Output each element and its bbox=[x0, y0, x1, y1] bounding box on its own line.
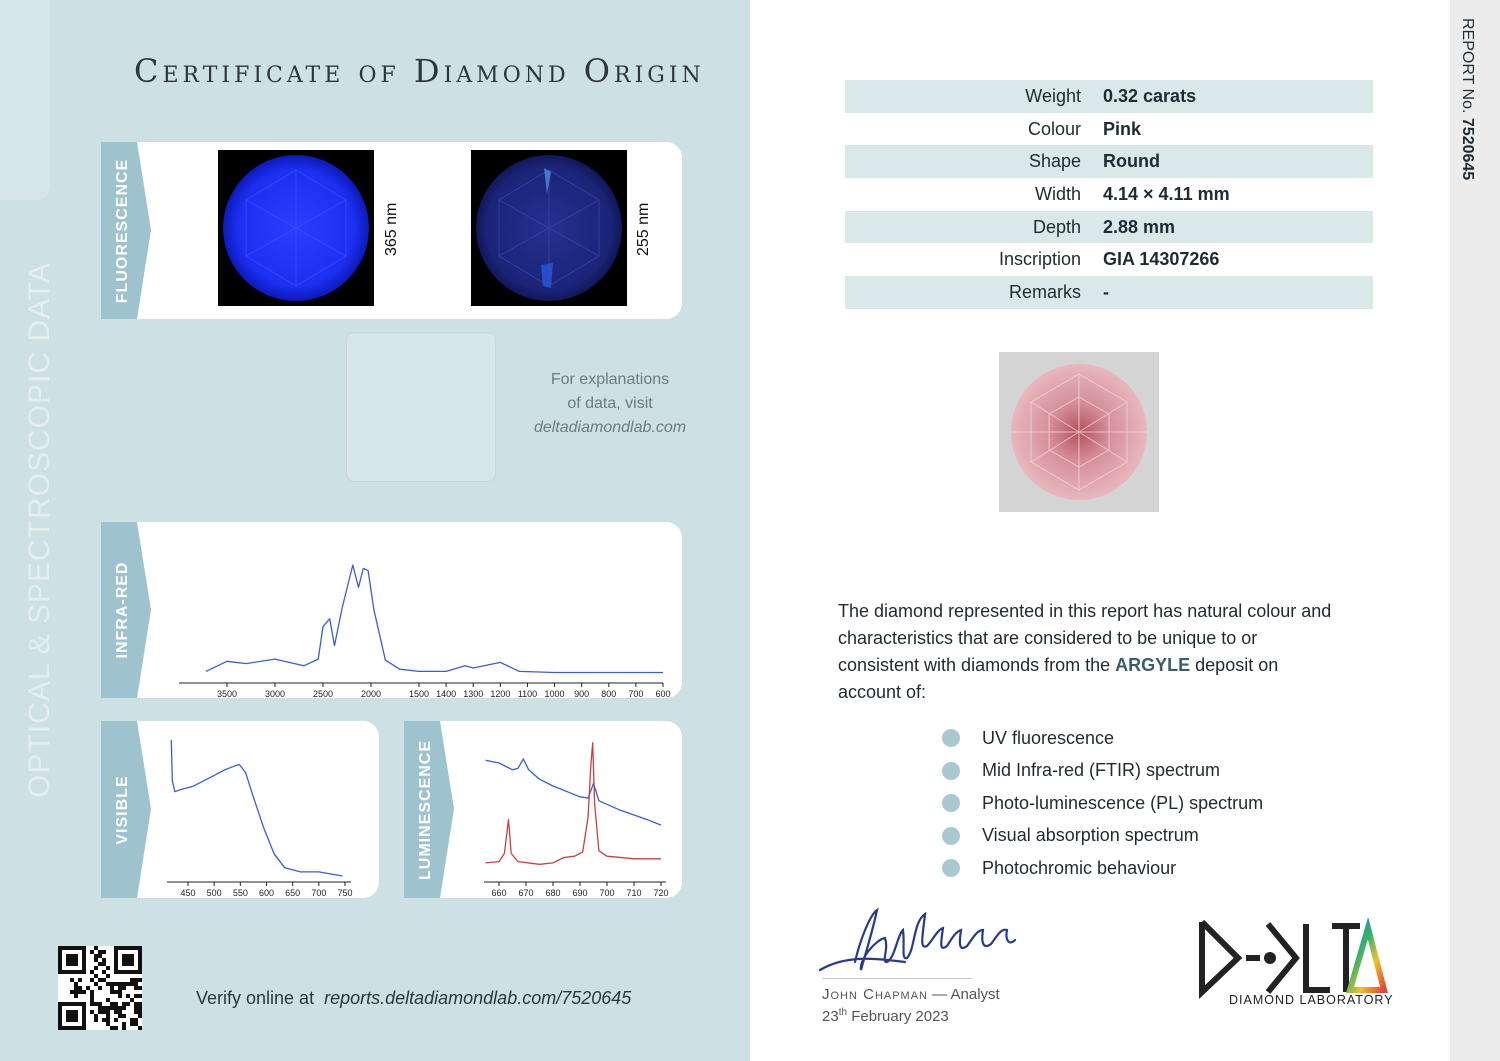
qr-module bbox=[78, 990, 82, 994]
wavelength-365-label: 365 nm bbox=[383, 202, 400, 256]
x-tick-label: 900 bbox=[574, 689, 590, 698]
qr-module bbox=[130, 1018, 134, 1022]
criteria-label: Mid Infra-red (FTIR) spectrum bbox=[982, 760, 1221, 781]
qr-module bbox=[114, 1018, 118, 1022]
qr-module bbox=[74, 994, 78, 998]
spec-row-shape bbox=[845, 145, 1373, 178]
specification-table bbox=[845, 80, 1373, 309]
qr-module bbox=[122, 1026, 126, 1030]
x-tick-label: 600 bbox=[655, 689, 671, 698]
qr-module bbox=[98, 1006, 102, 1010]
qr-module bbox=[126, 994, 130, 998]
x-tick-label: 660 bbox=[491, 888, 507, 898]
x-tick-label: 700 bbox=[599, 888, 615, 898]
qr-module bbox=[114, 1002, 118, 1006]
x-tick-label: 500 bbox=[206, 888, 222, 898]
qr-module bbox=[134, 1022, 138, 1026]
qr-module bbox=[78, 978, 82, 982]
fluorescence-tab bbox=[101, 142, 153, 319]
qr-module bbox=[78, 986, 82, 990]
spec-label: Width bbox=[1034, 183, 1081, 204]
spec-label: Shape bbox=[845, 145, 1103, 178]
qr-module bbox=[118, 982, 122, 986]
qr-module bbox=[94, 946, 98, 950]
infrared-label: INFRA-RED bbox=[114, 561, 131, 659]
qr-module bbox=[102, 1006, 106, 1010]
statement-text-after: deposit on account of: bbox=[838, 655, 1279, 702]
spec-row-width bbox=[845, 178, 1373, 211]
qr-module bbox=[110, 1006, 114, 1010]
qr-module bbox=[70, 990, 74, 994]
qr-module bbox=[110, 1002, 114, 1006]
criteria-list bbox=[942, 722, 1263, 885]
qr-module bbox=[118, 1014, 122, 1018]
logo-subtitle: DIAMOND LABORATORY bbox=[1229, 993, 1394, 1007]
qr-module bbox=[138, 1026, 142, 1030]
qr-module bbox=[138, 986, 142, 990]
date-suffix: th bbox=[838, 1007, 848, 1018]
qr-module bbox=[126, 982, 130, 986]
qr-module bbox=[102, 970, 106, 974]
spec-value: 0.32 carats bbox=[1103, 80, 1373, 113]
x-tick-label: 1000 bbox=[544, 689, 565, 698]
qr-module bbox=[138, 1014, 142, 1018]
explanation-line-1: For explanations bbox=[550, 371, 670, 388]
qr-module bbox=[134, 1018, 138, 1022]
criteria-label: Photo-luminescence (PL) spectrum bbox=[982, 792, 1264, 813]
qr-module bbox=[134, 982, 138, 986]
fluorescence-label: FLUORESCENCE bbox=[114, 158, 131, 303]
qr-finder-core bbox=[66, 954, 78, 966]
spec-value: 4.14 × 4.11 mm bbox=[1103, 183, 1230, 204]
x-tick-label: 700 bbox=[311, 888, 327, 898]
qr-module bbox=[106, 1022, 110, 1026]
luminescence-label: LUMINESCENCE bbox=[417, 739, 434, 880]
qr-finder-core bbox=[122, 954, 134, 966]
x-tick-label: 720 bbox=[653, 888, 669, 898]
analyst-credit bbox=[822, 986, 1000, 1003]
x-tick-label: 800 bbox=[601, 689, 617, 698]
qr-module bbox=[82, 990, 86, 994]
qr-module bbox=[130, 982, 134, 986]
qr-module bbox=[110, 990, 114, 994]
panel-tab bbox=[0, 0, 50, 200]
luminescence-spectrum-chart bbox=[404, 721, 682, 898]
x-tick-label: 550 bbox=[232, 888, 248, 898]
bullet-icon bbox=[942, 859, 960, 877]
spec-label: Inscription bbox=[998, 249, 1081, 270]
qr-module bbox=[74, 986, 78, 990]
qr-module bbox=[90, 950, 94, 954]
visible-spectrum-chart bbox=[101, 721, 379, 898]
qr-module bbox=[106, 1010, 110, 1014]
qr-module bbox=[106, 966, 110, 970]
qr-finder-core bbox=[66, 1010, 78, 1022]
x-tick-label: 1100 bbox=[517, 689, 538, 698]
qr-module bbox=[130, 1022, 134, 1026]
x-tick-label: 3000 bbox=[264, 689, 286, 698]
qr-module bbox=[118, 986, 122, 990]
verify-link[interactable]: reports.deltadiamondlab.com/7520645 bbox=[324, 988, 632, 1008]
qr-module bbox=[118, 990, 122, 994]
qr-module bbox=[138, 1010, 142, 1014]
spec-row-inscription bbox=[845, 243, 1373, 276]
qr-module bbox=[114, 1010, 118, 1014]
qr-module bbox=[94, 1018, 98, 1022]
qr-module bbox=[138, 978, 142, 982]
qr-module bbox=[122, 1014, 126, 1018]
qr-module bbox=[134, 1010, 138, 1014]
spec-value: 2.88 mm bbox=[1103, 211, 1373, 244]
list-item bbox=[942, 787, 1263, 820]
x-tick-label: 2500 bbox=[312, 689, 334, 698]
qr-code[interactable] bbox=[58, 946, 142, 1030]
bullet-icon bbox=[942, 827, 960, 845]
qr-module bbox=[74, 982, 78, 986]
report-date bbox=[822, 1007, 949, 1025]
x-tick-label: 680 bbox=[545, 888, 561, 898]
qr-module bbox=[110, 986, 114, 990]
diamond-photo bbox=[999, 352, 1159, 512]
qr-module bbox=[94, 966, 98, 970]
x-tick-label: 1500 bbox=[408, 689, 430, 698]
qr-module bbox=[94, 982, 98, 986]
qr-module bbox=[86, 986, 90, 990]
x-tick-label: 650 bbox=[285, 888, 301, 898]
explanation-line-2: of data, visit bbox=[567, 395, 653, 412]
qr-module bbox=[130, 978, 134, 982]
qr-module bbox=[98, 978, 102, 982]
side-section-label: OPTICAL & SPECTROSCOPIC DATA bbox=[23, 262, 56, 798]
qr-module bbox=[126, 1002, 130, 1006]
qr-module bbox=[90, 990, 94, 994]
qr-module bbox=[114, 990, 118, 994]
qr-module bbox=[134, 994, 138, 998]
qr-module bbox=[138, 1002, 142, 1006]
qr-module bbox=[118, 1006, 122, 1010]
qr-module bbox=[98, 1002, 102, 1006]
x-tick-label: 670 bbox=[518, 888, 534, 898]
x-tick-label: 1200 bbox=[490, 689, 511, 698]
spec-row-colour bbox=[845, 113, 1373, 146]
placeholder-image-box bbox=[346, 332, 496, 482]
qr-module bbox=[90, 1010, 94, 1014]
qr-module bbox=[106, 982, 110, 986]
qr-module bbox=[94, 974, 98, 978]
x-tick-label: 600 bbox=[258, 888, 275, 898]
qr-module bbox=[118, 994, 122, 998]
x-tick-label: 1400 bbox=[436, 689, 457, 698]
criteria-label: UV fluorescence bbox=[982, 727, 1115, 748]
wavelength-255-label: 255 nm bbox=[635, 202, 652, 256]
spec-label: Remarks bbox=[845, 276, 1103, 309]
qr-module bbox=[114, 1006, 118, 1010]
report-prefix: REPORT No. bbox=[1459, 18, 1476, 114]
qr-module bbox=[106, 1006, 110, 1010]
luminescence-card bbox=[404, 721, 682, 898]
report-number-value: 7520645 bbox=[1459, 117, 1476, 181]
bullet-icon bbox=[942, 794, 960, 812]
deposit-name: ARGYLE bbox=[1115, 655, 1191, 675]
spectrum-series-1 bbox=[171, 740, 342, 876]
qr-module bbox=[102, 950, 106, 954]
qr-module bbox=[106, 998, 110, 1002]
date-day: 23 bbox=[822, 1008, 839, 1025]
spec-value: Round bbox=[1103, 145, 1373, 178]
verify-text: Verify online at bbox=[196, 988, 315, 1008]
infrared-card bbox=[101, 522, 682, 698]
spec-label: Weight bbox=[845, 80, 1103, 113]
qr-module bbox=[110, 982, 114, 986]
qr-module bbox=[122, 1002, 126, 1006]
qr-module bbox=[130, 998, 134, 1002]
qr-module bbox=[102, 1018, 106, 1022]
analyst-name: John Chapman bbox=[822, 986, 929, 1003]
x-tick-label: 3500 bbox=[216, 689, 238, 698]
qr-module bbox=[70, 978, 74, 982]
x-tick-label: 2000 bbox=[360, 689, 382, 698]
x-tick-label: 690 bbox=[572, 888, 588, 898]
spec-label: Depth bbox=[845, 211, 1103, 244]
analyst-role: — Analyst bbox=[928, 986, 1000, 1003]
qr-module bbox=[138, 1006, 142, 1010]
list-item bbox=[942, 852, 1263, 885]
visible-card bbox=[101, 721, 379, 898]
qr-module bbox=[90, 970, 94, 974]
qr-module bbox=[102, 1010, 106, 1014]
explanation-link[interactable]: deltadiamondlab.com bbox=[533, 419, 687, 436]
qr-module bbox=[122, 1006, 126, 1010]
uv-image-365 bbox=[218, 150, 374, 306]
visible-label: VISIBLE bbox=[114, 774, 131, 845]
spec-label: Colour bbox=[1027, 118, 1081, 139]
qr-module bbox=[94, 1014, 98, 1018]
qr-module bbox=[90, 1002, 94, 1006]
qr-module bbox=[118, 1010, 122, 1014]
qr-module bbox=[94, 958, 98, 962]
spectrum-series-1 bbox=[486, 759, 662, 825]
spec-value: - bbox=[1103, 276, 1373, 309]
qr-module bbox=[110, 1026, 114, 1030]
qr-module bbox=[106, 1018, 110, 1022]
criteria-label: Photochromic behaviour bbox=[982, 857, 1177, 878]
qr-module bbox=[94, 1002, 98, 1006]
qr-module bbox=[106, 1014, 110, 1018]
qr-module bbox=[122, 986, 126, 990]
qr-module bbox=[114, 982, 118, 986]
qr-module bbox=[134, 1006, 138, 1010]
x-tick-label: 710 bbox=[626, 888, 642, 898]
x-tick-label: 1300 bbox=[463, 689, 484, 698]
explanation-note bbox=[520, 368, 700, 440]
x-tick-label: 450 bbox=[180, 888, 196, 898]
qr-module bbox=[134, 986, 138, 990]
list-item bbox=[942, 820, 1263, 853]
qr-module bbox=[98, 950, 102, 954]
report-number bbox=[1458, 18, 1476, 180]
qr-module bbox=[98, 986, 102, 990]
date-rest: February 2023 bbox=[847, 1008, 949, 1025]
spec-value: Pink bbox=[1103, 118, 1142, 139]
bullet-icon bbox=[942, 729, 960, 747]
qr-module bbox=[138, 994, 142, 998]
certificate-title: Certificate of Diamond Origin bbox=[134, 52, 705, 90]
qr-module bbox=[122, 1022, 126, 1026]
qr-module bbox=[90, 998, 94, 1002]
list-item bbox=[942, 722, 1263, 755]
analyst-signature bbox=[815, 900, 1025, 980]
x-tick-label: 750 bbox=[337, 888, 353, 898]
bullet-icon bbox=[942, 762, 960, 780]
qr-module bbox=[102, 958, 106, 962]
qr-module bbox=[134, 978, 138, 982]
qr-module bbox=[98, 962, 102, 966]
spectrum-series-2 bbox=[486, 743, 662, 865]
list-item bbox=[942, 755, 1263, 788]
spec-row-remarks bbox=[845, 276, 1373, 309]
origin-statement bbox=[838, 598, 1338, 706]
qr-module bbox=[102, 962, 106, 966]
statement-text-before: The diamond represented in this report has natural colour and characteristics that are considered to be unique to or consistent with diamonds from the bbox=[838, 601, 1332, 675]
qr-module bbox=[102, 978, 106, 982]
criteria-label: Visual absorption spectrum bbox=[982, 825, 1199, 846]
spec-row-depth bbox=[845, 211, 1373, 244]
qr-module bbox=[94, 954, 98, 958]
x-tick-label: 700 bbox=[628, 689, 644, 698]
qr-module bbox=[122, 982, 126, 986]
qr-module bbox=[98, 1010, 102, 1014]
verify-online bbox=[196, 988, 631, 1009]
signature-line bbox=[822, 978, 972, 979]
qr-module bbox=[74, 990, 78, 994]
qr-module bbox=[98, 954, 102, 958]
qr-module bbox=[114, 1026, 118, 1030]
uv-image-255 bbox=[471, 150, 627, 306]
qr-module bbox=[90, 978, 94, 982]
qr-module bbox=[134, 1002, 138, 1006]
spec-value: GIA 14307266 bbox=[1103, 249, 1220, 270]
spectrum-series-1 bbox=[206, 565, 663, 673]
fluorescence-card bbox=[101, 142, 682, 319]
infrared-spectrum-chart bbox=[101, 522, 682, 698]
spec-row-weight bbox=[845, 80, 1373, 113]
qr-module bbox=[90, 994, 94, 998]
qr-module bbox=[106, 974, 110, 978]
